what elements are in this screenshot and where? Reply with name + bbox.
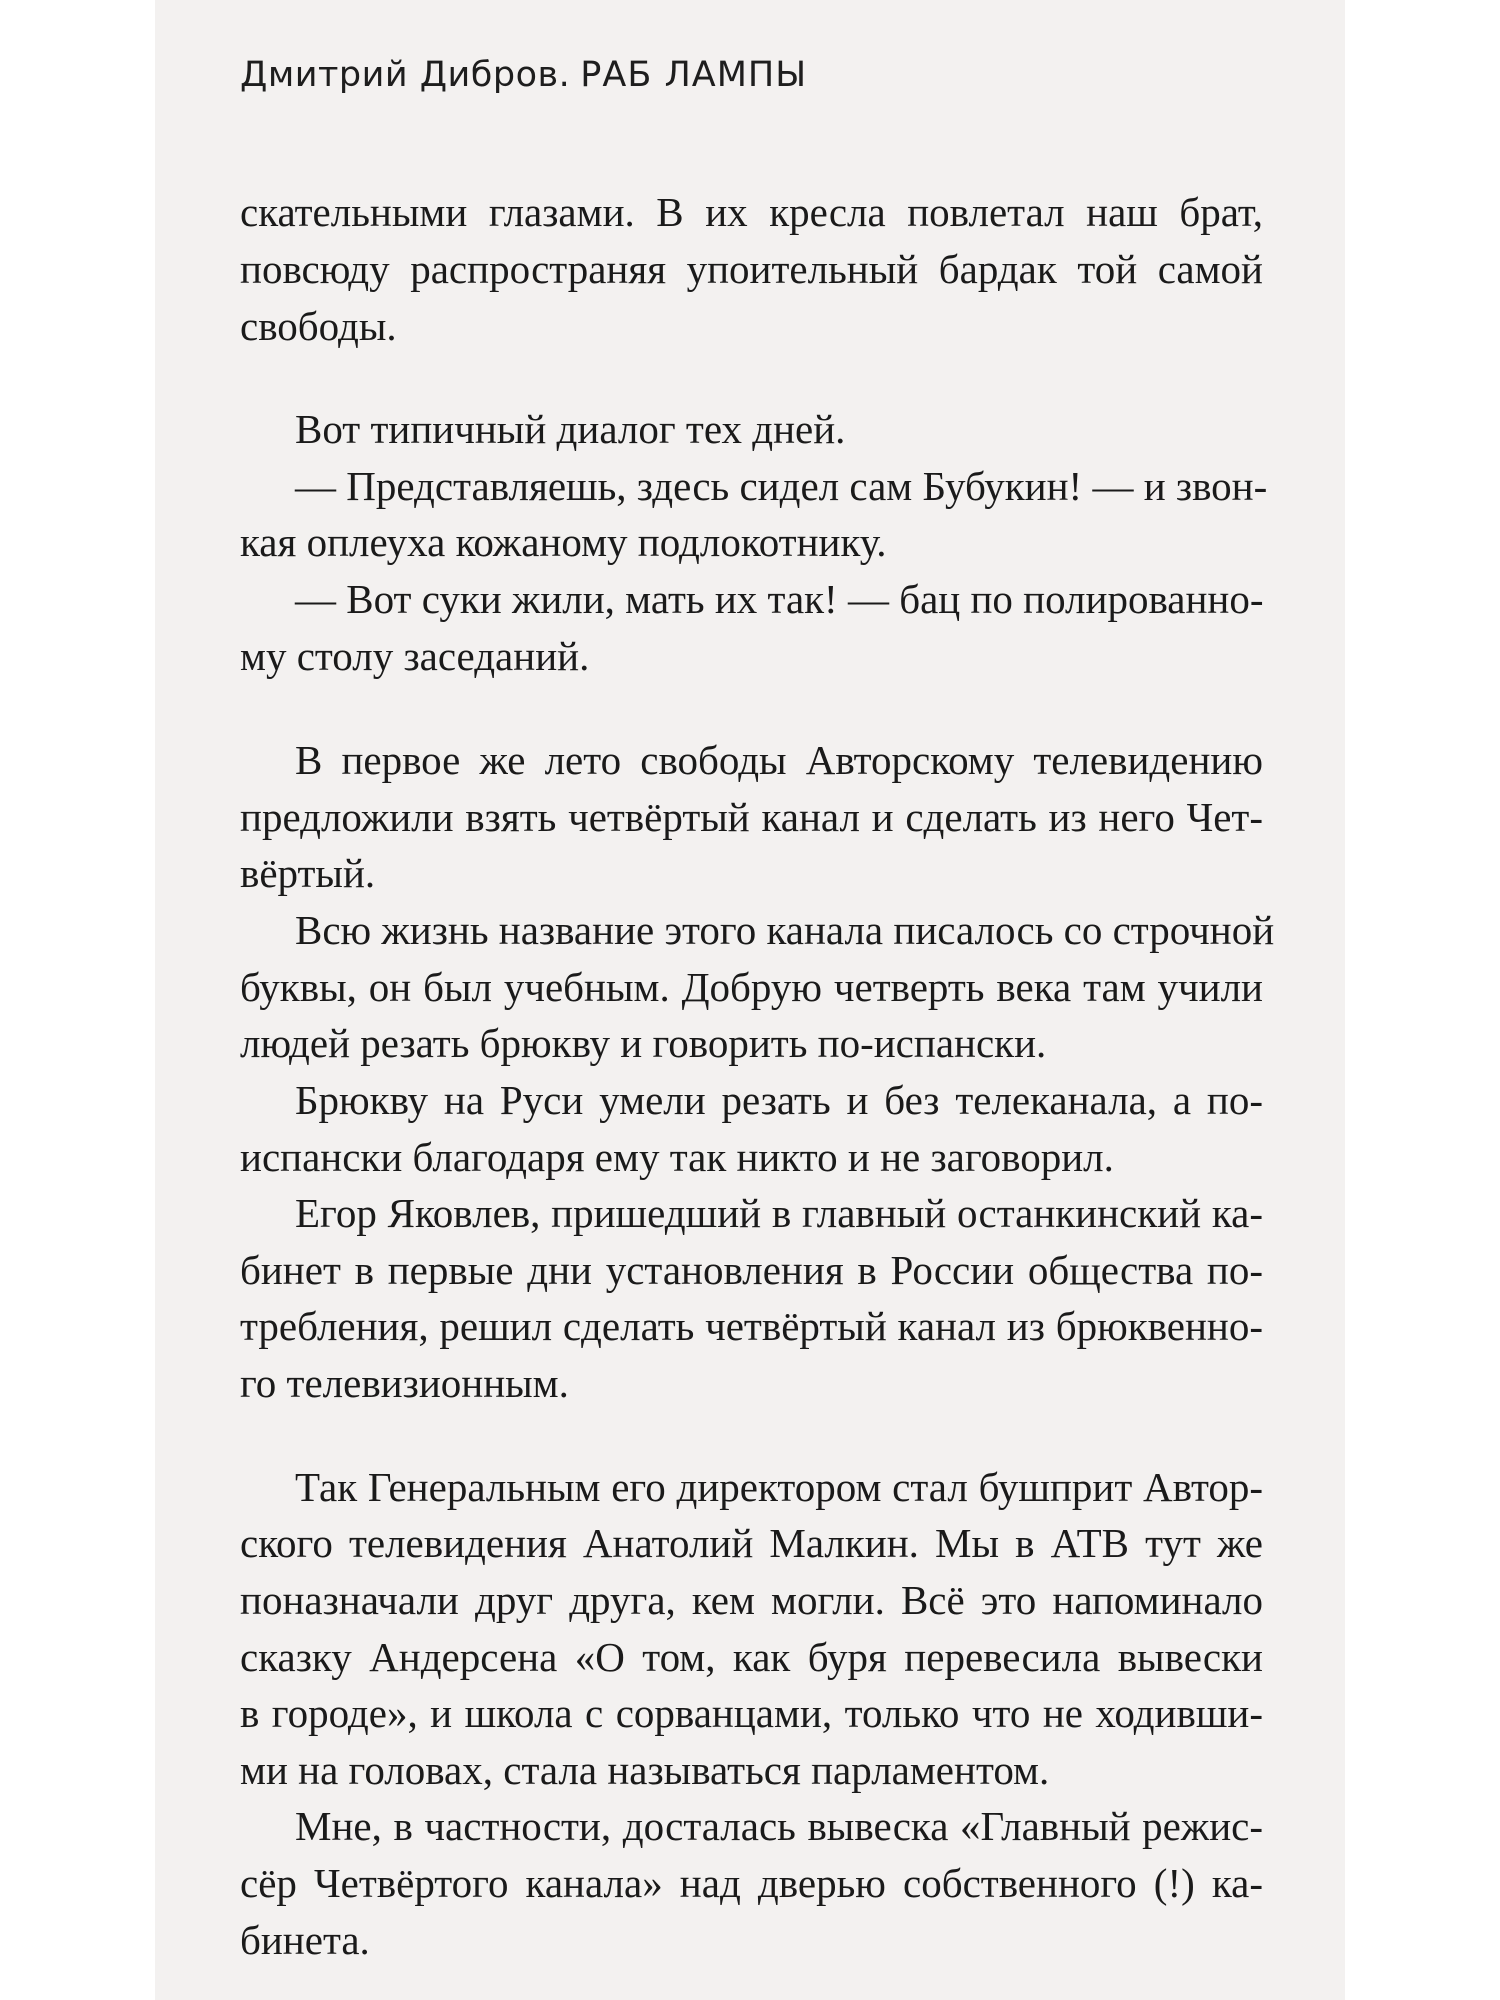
text-line: ми на головах, стала называться парламентом. — [240, 1747, 1050, 1793]
book-page — [155, 0, 1345, 2000]
text-line: — Вот суки жили, мать их так! — бац по полированно- — [295, 576, 1264, 622]
header-title: РАБ ЛАМПЫ — [580, 55, 808, 95]
text-line: в городе», и школа с сорванцами, только что не ходивши- — [240, 1690, 1263, 1736]
text-line: Всю жизнь название этого канала писалось со строчной — [295, 907, 1275, 953]
text-line: испански благодаря ему так никто и не заговорил. — [240, 1134, 1114, 1180]
text-line: Егор Яковлев, пришедший в главный останкинский ка- — [295, 1190, 1263, 1236]
text-line: кая оплеуха кожаному подлокотнику. — [240, 519, 887, 565]
text-line: предложили взять четвёртый канал и сделать из него Чет- — [240, 794, 1263, 840]
text-line: ского телевидения Анатолий Малкин. Мы в АТВ тут же — [240, 1520, 1263, 1566]
text-line: бинет в первые дни установления в России общества по- — [240, 1247, 1263, 1293]
text-line: В первое же лето свободы Авторскому телевидению — [295, 737, 1263, 783]
text-line: сёр Четвёртого канала» над дверью собственного (!) ка- — [240, 1860, 1263, 1906]
text-line: повсюду распространяя упоительный бардак той самой — [240, 246, 1263, 292]
text-line: Брюкву на Руси умели резать и без телеканала, а по- — [295, 1077, 1263, 1123]
text-line: людей резать брюкву и говорить по-испански. — [240, 1020, 1047, 1066]
running-header — [240, 55, 807, 95]
text-line: бинета. — [240, 1917, 370, 1963]
text-line: — Представляешь, здесь сидел сам Бубукин! — и звон- — [295, 463, 1268, 509]
text-line: Вот типичный диалог тех дней. — [295, 406, 846, 452]
text-line: поназначали друг друга, кем могли. Всё это напоминало — [240, 1577, 1263, 1623]
text-line: скательными глазами. В их кресла повлетал наш брат, — [240, 189, 1263, 235]
text-line: сказку Андерсена «О том, как буря перевесила вывески — [240, 1634, 1263, 1680]
text-line: Мне, в частности, досталась вывеска «Главный режис- — [295, 1803, 1263, 1849]
text-line: му столу заседаний. — [240, 633, 590, 679]
text-line: свободы. — [240, 303, 397, 349]
header-author: Дмитрий Дибров. — [240, 55, 571, 95]
text-line: вёртый. — [240, 850, 376, 896]
text-line: требления, решил сделать четвёртый канал из брюквенно- — [240, 1303, 1263, 1349]
text-line: буквы, он был учебным. Добрую четверть века там учили — [240, 964, 1263, 1010]
text-line: го телевизионным. — [240, 1360, 569, 1406]
text-line: Так Генеральным его директором стал бушприт Автор- — [295, 1464, 1263, 1510]
